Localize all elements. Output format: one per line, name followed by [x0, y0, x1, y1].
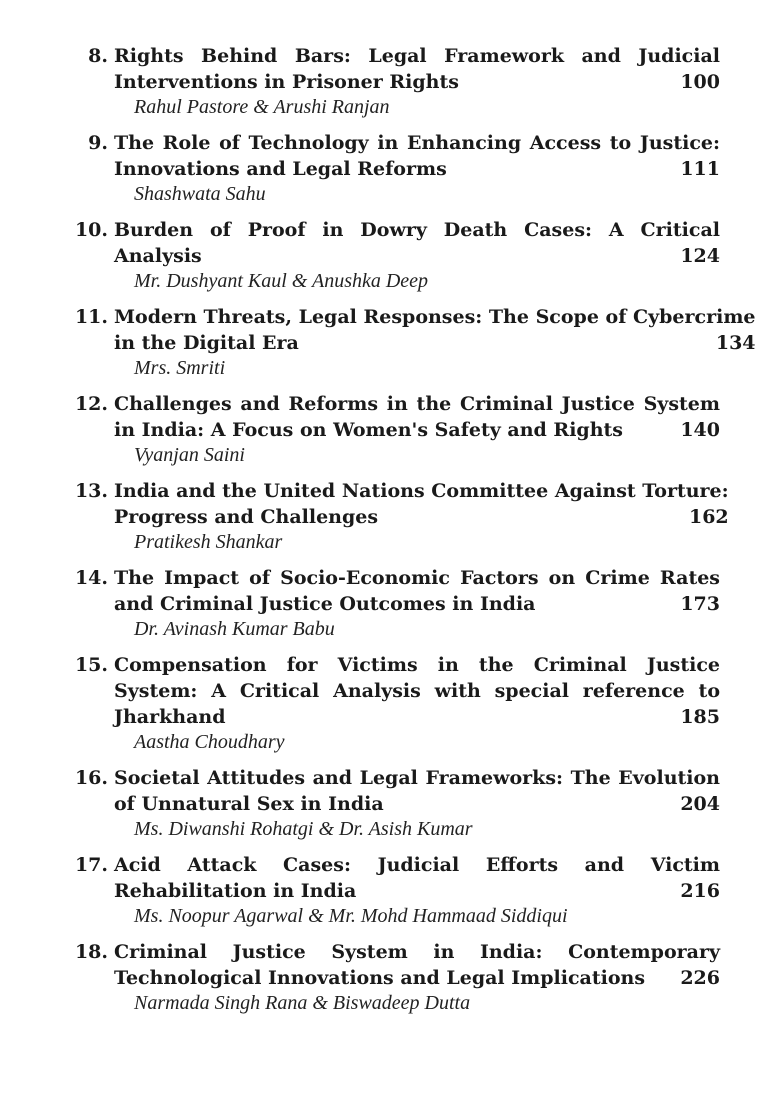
entry-title-line: of Unnatural Sex in India — [114, 793, 384, 815]
table-of-contents — [74, 43, 756, 1026]
entry-title-line: System: A Critical Analysis with special reference to — [114, 680, 720, 702]
page-number: 173 — [680, 593, 720, 615]
toc-entry[interactable] — [74, 565, 720, 641]
toc-entry[interactable] — [74, 478, 729, 554]
toc-entry[interactable] — [74, 765, 720, 841]
toc-entry[interactable] — [74, 939, 720, 1015]
toc-entry[interactable] — [74, 130, 720, 206]
page-number: 100 — [680, 71, 720, 93]
page-number: 216 — [680, 880, 720, 902]
entry-authors: Vyanjan Saini — [134, 444, 245, 466]
entry-title-line: Criminal Justice System in India: Contemporary — [114, 941, 720, 963]
entry-authors: Narmada Singh Rana & Biswadeep Dutta — [134, 992, 471, 1014]
page-number: 162 — [688, 506, 729, 528]
entry-number: 15. — [74, 654, 108, 676]
entry-authors: Rahul Pastore & Arushi Ranjan — [134, 96, 390, 118]
entry-number: 11. — [74, 306, 108, 328]
entry-title-line: Acid Attack Cases: Judicial Efforts and Victim — [114, 854, 720, 876]
entry-number: 14. — [74, 567, 108, 589]
entry-title-line: Compensation for Victims in the Criminal Justice — [114, 654, 720, 676]
entry-title-line: The Role of Technology in Enhancing Access to Justice: — [114, 132, 720, 154]
entry-title-line: Burden of Proof in Dowry Death Cases: A Critical — [114, 219, 720, 241]
entry-title-line: The Impact of Socio-Economic Factors on Crime Rates — [114, 567, 720, 589]
entry-authors: Ms. Noopur Agarwal & Mr. Mohd Hammaad Siddiqui — [134, 905, 568, 927]
entry-title-line: Interventions in Prisoner Rights — [114, 71, 459, 93]
page-number: 134 — [715, 332, 756, 354]
toc-entry[interactable] — [74, 304, 756, 380]
entry-number: 12. — [74, 393, 108, 415]
entry-number: 16. — [74, 767, 108, 789]
toc-entry[interactable] — [74, 652, 720, 754]
page-number: 204 — [680, 793, 720, 815]
entry-title-line: Rights Behind Bars: Legal Framework and Judicial — [114, 45, 720, 67]
entry-number: 10. — [74, 219, 108, 241]
entry-title-line: Technological Innovations and Legal Implications — [114, 967, 646, 989]
entry-authors: Shashwata Sahu — [134, 183, 266, 205]
entry-number: 13. — [74, 480, 108, 502]
entry-number: 17. — [74, 854, 108, 876]
toc-entry[interactable] — [74, 43, 720, 119]
entry-authors: Aastha Choudhary — [134, 731, 285, 753]
entry-authors: Ms. Diwanshi Rohatgi & Dr. Asish Kumar — [134, 818, 473, 840]
toc-entry[interactable] — [74, 852, 720, 928]
entry-number: 8. — [88, 45, 108, 67]
entry-title-line: and Criminal Justice Outcomes in India — [114, 593, 536, 615]
entry-title-line: in the Digital Era — [114, 332, 299, 354]
page-number: 185 — [680, 706, 720, 728]
entry-title-line: Societal Attitudes and Legal Frameworks: The Evolution — [114, 767, 720, 789]
page-number: 140 — [680, 419, 720, 441]
entry-authors: Dr. Avinash Kumar Babu — [134, 618, 335, 640]
entry-title-line: Challenges and Reforms in the Criminal Justice System — [114, 393, 720, 415]
entry-title-line: Analysis — [114, 245, 202, 267]
page-number: 111 — [680, 158, 720, 180]
entry-title-line: Modern Threats, Legal Responses: The Scope of Cybercrime — [114, 306, 756, 328]
entry-title-line: Jharkhand — [114, 706, 226, 728]
page-number: 226 — [680, 967, 720, 989]
page-number: 124 — [680, 245, 720, 267]
entry-title-line: India and the United Nations Committee Against Torture: — [114, 480, 729, 502]
entry-authors: Mrs. Smriti — [134, 357, 226, 379]
toc-entry[interactable] — [74, 217, 720, 293]
entry-title-line: in India: A Focus on Women's Safety and Rights — [114, 419, 623, 441]
entry-title-line: Rehabilitation in India — [114, 880, 357, 902]
toc-entry[interactable] — [74, 391, 720, 467]
entry-authors: Mr. Dushyant Kaul & Anushka Deep — [134, 270, 429, 292]
entry-authors: Pratikesh Shankar — [134, 531, 283, 553]
entry-title-line: Progress and Challenges — [114, 506, 379, 528]
entry-number: 9. — [88, 132, 108, 154]
entry-title-line: Innovations and Legal Reforms — [114, 158, 447, 180]
entry-number: 18. — [74, 941, 108, 963]
